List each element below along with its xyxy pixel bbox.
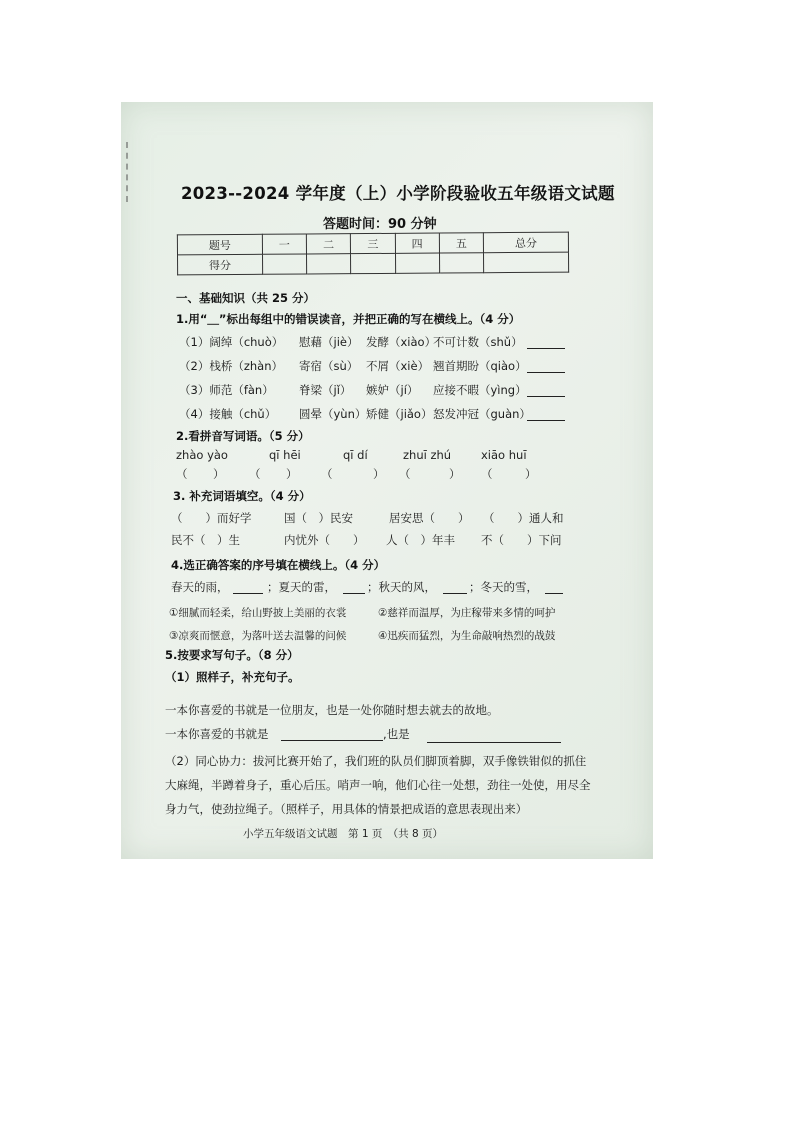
q5-sub2-line: 大麻绳，半蹲着身子，重心后压。哨声一响，他们心往一处想，劲往一处使，用尽全 (165, 778, 591, 792)
q3-item: （ ）通人和 (483, 511, 564, 525)
exam-time: 答题时间：90 分钟 (323, 217, 437, 232)
q5-fill-a: 一本你喜爱的书就是 (165, 727, 269, 741)
q1-row4-item: 矫健（jiǎo） (366, 407, 433, 421)
q3-item: （ ）而好学 (171, 511, 252, 525)
q3-item: 民不（ ）生 (171, 533, 240, 547)
score-cell: 四 (395, 233, 439, 253)
q5-prompt: 5.按要求写句子。（8 分） (165, 648, 299, 662)
section-heading: 一、基础知识（共 25 分） (176, 291, 316, 305)
q4-season: ；冬天的雪， (469, 580, 538, 594)
q2-pinyin: zhào yào (176, 448, 228, 462)
q1-row4-item: （4）接触（chǔ） (179, 407, 277, 421)
q2-bracket: ） (286, 467, 298, 481)
answer-line (527, 396, 565, 397)
score-empty-cell (395, 253, 439, 273)
score-empty-cell (484, 252, 569, 273)
q2-bracket: （ (249, 467, 261, 481)
score-cell: 一 (262, 234, 306, 254)
score-cell: 题号 (177, 234, 262, 255)
q1-row1-item: （1）阔绰（chuò） (179, 335, 284, 349)
score-cell: 三 (351, 233, 395, 253)
q1-row4-item: 圆晕（yùn） (299, 407, 367, 421)
q2-bracket: （ (399, 467, 411, 481)
q3-item: 人（ ）年丰 (386, 533, 455, 547)
q4-option: ④迅疾而猛烈，为生命敲响热烈的战鼓 (378, 630, 556, 642)
q1-row3-item: 嫉妒（jí） (366, 383, 419, 397)
q2-pinyin: xiāo huī (481, 448, 527, 462)
q2-bracket: ） (213, 467, 225, 481)
q1-row1-item: 慰藉（jiè） (299, 335, 359, 349)
answer-line (545, 593, 563, 594)
q5-sub2-line: （2）同心协力：拔河比赛开始了，我们班的队员们脚顶着脚，双手像铁钳似的抓住 (165, 754, 587, 768)
q1-row3-item: 脊梁（jǐ） (299, 383, 352, 397)
q2-bracket: （ (176, 467, 188, 481)
q4-season: 春天的雨， (171, 580, 229, 594)
answer-line (343, 593, 365, 594)
q1-row3-item: 应接不暇（yìng） (433, 383, 527, 397)
answer-line (427, 742, 561, 743)
q1-row2-item: 翘首期盼（qiào） (433, 359, 527, 373)
q1-row2-item: 寄宿（sù） (299, 359, 359, 373)
q2-bracket: ） (525, 467, 537, 481)
score-cell: 五 (439, 233, 483, 253)
q1-row1-item: 不可计数（shǔ） (433, 335, 523, 349)
q4-option: ②慈祥而温厚，为庄稼带来多情的呵护 (378, 607, 556, 619)
score-table-score-row (178, 252, 569, 275)
q2-bracket: ） (373, 467, 385, 481)
q2-bracket: ） (449, 467, 461, 481)
score-empty-cell (439, 253, 483, 273)
score-cell: 总分 (483, 232, 568, 253)
exam-paper-photo (121, 102, 653, 859)
scan-edge-mark (126, 142, 129, 202)
q1-row2-item: （2）栈桥（zhàn） (179, 359, 283, 373)
score-table (177, 232, 569, 276)
q2-pinyin: zhuī zhú (403, 448, 452, 462)
answer-line (527, 372, 565, 373)
exam-title: 2023--2024 学年度（上）小学阶段验收五年级语文试题 (181, 184, 615, 203)
q2-bracket: （ (481, 467, 493, 481)
score-table-header-row (177, 232, 568, 255)
page-footer: 小学五年级语文试题 第 1 页 （共 8 页） (243, 828, 443, 840)
answer-line (527, 348, 565, 349)
q2-pinyin: qī dí (343, 448, 368, 462)
q4-option: ①细腻而轻柔，给山野披上美丽的衣裳 (169, 607, 347, 619)
q4-season: ；秋天的风， (367, 580, 436, 594)
q2-pinyin: qī hēi (269, 448, 301, 462)
q3-prompt: 3. 补充词语填空。（4 分） (173, 489, 311, 503)
q1-row1-item: 发酵（xiào） (366, 335, 437, 349)
q1-row4-item: 怒发冲冠（guàn） (433, 407, 531, 421)
score-empty-cell (262, 254, 306, 274)
answer-line (281, 740, 383, 741)
q1-row3-item: （3）师范（fàn） (179, 383, 274, 397)
answer-line (527, 420, 565, 421)
q5-sub2-line: 身力气，使劲拉绳子。（照样子，用具体的情景把成语的意思表现出来） (165, 802, 528, 816)
q1-row2-item: 不屑（xiè） (366, 359, 430, 373)
q5-example: 一本你喜爱的书就是一位朋友，也是一处你随时想去就去的故地。 (165, 703, 499, 717)
q3-item: 居安思（ ） (389, 511, 470, 525)
q3-item: 内忧外（ ） (284, 533, 365, 547)
score-empty-cell (307, 254, 351, 274)
q1-prompt: 1.用“＿”标出每组中的错误读音，并把正确的写在横线上。（4 分） (176, 312, 521, 326)
score-empty-cell (351, 253, 395, 273)
q5-fill-b: ,也是 (383, 727, 410, 741)
answer-line (443, 593, 467, 594)
q3-item: 国（ ）民安 (284, 511, 353, 525)
q4-prompt: 4.选正确答案的序号填在横线上。（4 分） (171, 558, 386, 572)
q2-prompt: 2.看拼音写词语。（5 分） (176, 429, 310, 443)
q2-bracket: （ (321, 467, 333, 481)
score-cell: 二 (306, 234, 350, 254)
q3-item: 不（ ）下问 (481, 533, 562, 547)
q4-option: ③凉爽而惬意，为落叶送去温馨的问候 (169, 630, 347, 642)
q5-sub1: （1）照样子，补充句子。 (165, 670, 300, 684)
q4-season: ；夏天的雷， (267, 580, 336, 594)
score-cell: 得分 (178, 254, 263, 275)
answer-line (233, 593, 263, 594)
